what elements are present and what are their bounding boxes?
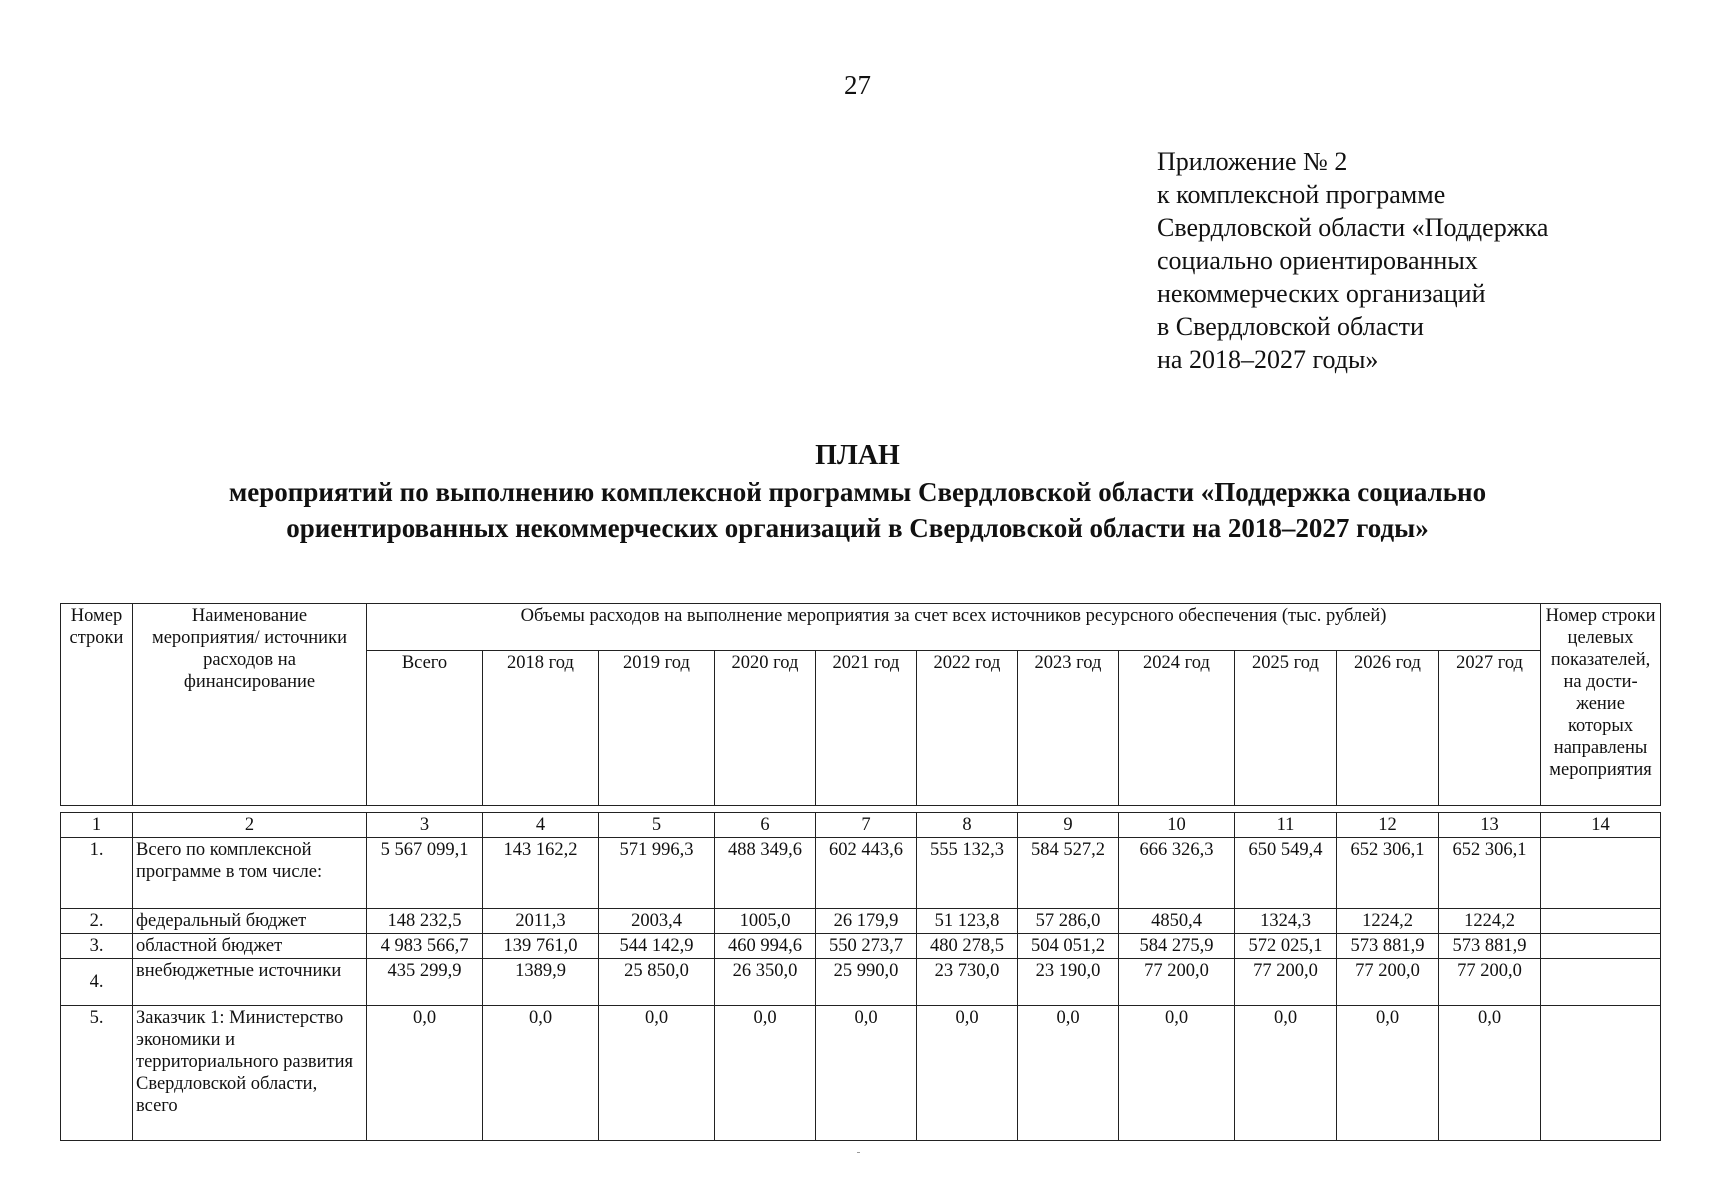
- row-value: 0,0: [367, 1006, 483, 1141]
- row-name: Всего по комплексной программе в том числе:: [133, 838, 367, 909]
- appendix-line: Приложение № 2: [1157, 147, 1348, 176]
- plan-title: [0, 438, 1715, 546]
- row-value: 666 326,3: [1119, 838, 1235, 909]
- row-value: 77 200,0: [1337, 959, 1439, 1006]
- row-number: 5.: [61, 1006, 133, 1141]
- row-value: 143 162,2: [483, 838, 599, 909]
- row-target: [1541, 1006, 1661, 1141]
- row-value: 555 132,3: [917, 838, 1018, 909]
- column-number: 12: [1337, 813, 1439, 838]
- row-value: 550 273,7: [816, 934, 917, 959]
- row-value: 0,0: [715, 1006, 816, 1141]
- header-col-2024: 2024 год: [1119, 651, 1235, 806]
- row-value: 0,0: [917, 1006, 1018, 1141]
- header-gap: [61, 806, 1661, 813]
- row-value: 77 200,0: [1119, 959, 1235, 1006]
- header-row-number: Номер строки: [61, 604, 133, 806]
- table-row: [61, 1006, 1661, 1141]
- table-row: [61, 909, 1661, 934]
- row-number: 4.: [61, 959, 133, 1006]
- row-value: 652 306,1: [1337, 838, 1439, 909]
- row-value: 23 730,0: [917, 959, 1018, 1006]
- header-col-2020: 2020 год: [715, 651, 816, 806]
- row-value: 1005,0: [715, 909, 816, 934]
- column-number: 9: [1018, 813, 1119, 838]
- row-value: 652 306,1: [1439, 838, 1541, 909]
- header-col-2018: 2018 год: [483, 651, 599, 806]
- row-value: 1224,2: [1337, 909, 1439, 934]
- row-value: 480 278,5: [917, 934, 1018, 959]
- row-value: 139 761,0: [483, 934, 599, 959]
- header-col-2021: 2021 год: [816, 651, 917, 806]
- row-value: 77 200,0: [1235, 959, 1337, 1006]
- row-number: 2.: [61, 909, 133, 934]
- row-value: 5 567 099,1: [367, 838, 483, 909]
- row-value: 435 299,9: [367, 959, 483, 1006]
- appendix-line: к комплексной программе: [1157, 180, 1446, 209]
- header-col-2019: 2019 год: [599, 651, 715, 806]
- row-value: 572 025,1: [1235, 934, 1337, 959]
- row-value: 4 983 566,7: [367, 934, 483, 959]
- row-name: областной бюджет: [133, 934, 367, 959]
- appendix-block: [1157, 145, 1548, 376]
- column-number: 5: [599, 813, 715, 838]
- row-value: 0,0: [1018, 1006, 1119, 1141]
- column-number: 10: [1119, 813, 1235, 838]
- row-value: 77 200,0: [1439, 959, 1541, 1006]
- row-value: 0,0: [483, 1006, 599, 1141]
- row-name: федеральный бюджет: [133, 909, 367, 934]
- column-number: 6: [715, 813, 816, 838]
- row-number: 1.: [61, 838, 133, 909]
- row-value: 26 179,9: [816, 909, 917, 934]
- row-value: 25 850,0: [599, 959, 715, 1006]
- plan-table: [60, 603, 1661, 1141]
- header-name: Наименование мероприятия/ источники расходов на финансирование: [133, 604, 367, 806]
- row-value: 2011,3: [483, 909, 599, 934]
- row-value: 584 527,2: [1018, 838, 1119, 909]
- plan-subtitle-line: мероприятий по выполнению комплексной программы Свердловской области «Поддержка социально: [228, 477, 1487, 507]
- appendix-line: на 2018–2027 годы»: [1157, 345, 1379, 374]
- row-value: 23 190,0: [1018, 959, 1119, 1006]
- row-value: 602 443,6: [816, 838, 917, 909]
- row-value: 504 051,2: [1018, 934, 1119, 959]
- row-number: 3.: [61, 934, 133, 959]
- row-value: 0,0: [1119, 1006, 1235, 1141]
- appendix-line: социально ориентированных: [1157, 246, 1478, 275]
- row-value: 25 990,0: [816, 959, 917, 1006]
- row-value: 573 881,9: [1337, 934, 1439, 959]
- row-value: 148 232,5: [367, 909, 483, 934]
- row-value: 0,0: [1337, 1006, 1439, 1141]
- row-target: [1541, 838, 1661, 909]
- row-target: [1541, 959, 1661, 1006]
- plan-subtitle-line: ориентированных некоммерческих организаций в Свердловской области на 2018–2027 годы»: [286, 513, 1429, 543]
- appendix-line: Свердловской области «Поддержка: [1157, 213, 1549, 242]
- row-value: 51 123,8: [917, 909, 1018, 934]
- header-target: Номер строки целевых показателей, на дости-жение которых направлены мероприятия: [1541, 604, 1661, 806]
- appendix-line: некоммерческих организаций: [1157, 279, 1486, 308]
- row-name: внебюджетные источники: [133, 959, 367, 1006]
- column-number: 13: [1439, 813, 1541, 838]
- column-number: 7: [816, 813, 917, 838]
- header-col-2023: 2023 год: [1018, 651, 1119, 806]
- row-value: 544 142,9: [599, 934, 715, 959]
- appendix-line: в Свердловской области: [1157, 312, 1424, 341]
- header-col-2027: 2027 год: [1439, 651, 1541, 806]
- row-value: 1224,2: [1439, 909, 1541, 934]
- row-value: 1389,9: [483, 959, 599, 1006]
- column-number: 2: [133, 813, 367, 838]
- row-value: 650 549,4: [1235, 838, 1337, 909]
- page-number: 27: [844, 70, 871, 100]
- row-target: [1541, 909, 1661, 934]
- row-value: 573 881,9: [1439, 934, 1541, 959]
- header-col-total: Всего: [367, 651, 483, 806]
- row-value: 0,0: [1235, 1006, 1337, 1141]
- header-volumes: Объемы расходов на выполнение мероприятия за счет всех источников ресурсного обеспечения (тыс. рублей): [367, 604, 1541, 651]
- row-value: 460 994,6: [715, 934, 816, 959]
- plan-heading: ПЛАН: [815, 440, 900, 471]
- table-row: [61, 959, 1661, 1006]
- row-value: 0,0: [816, 1006, 917, 1141]
- table-row: [61, 934, 1661, 959]
- header-col-2025: 2025 год: [1235, 651, 1337, 806]
- column-number: 1: [61, 813, 133, 838]
- column-number: 14: [1541, 813, 1661, 838]
- row-name: Заказчик 1: Министерство экономики и территориального развития Свердловской области, всего: [133, 1006, 367, 1141]
- row-value: 26 350,0: [715, 959, 816, 1006]
- row-value: 2003,4: [599, 909, 715, 934]
- column-number: 4: [483, 813, 599, 838]
- header-col-2022: 2022 год: [917, 651, 1018, 806]
- row-value: 0,0: [1439, 1006, 1541, 1141]
- header-col-2026: 2026 год: [1337, 651, 1439, 806]
- row-value: 57 286,0: [1018, 909, 1119, 934]
- row-value: 571 996,3: [599, 838, 715, 909]
- table-row: [61, 838, 1661, 909]
- row-value: 584 275,9: [1119, 934, 1235, 959]
- row-value: 1324,3: [1235, 909, 1337, 934]
- row-target: [1541, 934, 1661, 959]
- row-value: 0,0: [599, 1006, 715, 1141]
- row-value: 488 349,6: [715, 838, 816, 909]
- row-value: 4850,4: [1119, 909, 1235, 934]
- column-number: 8: [917, 813, 1018, 838]
- scan-speck: [857, 1152, 860, 1153]
- column-number: 11: [1235, 813, 1337, 838]
- column-number: 3: [367, 813, 483, 838]
